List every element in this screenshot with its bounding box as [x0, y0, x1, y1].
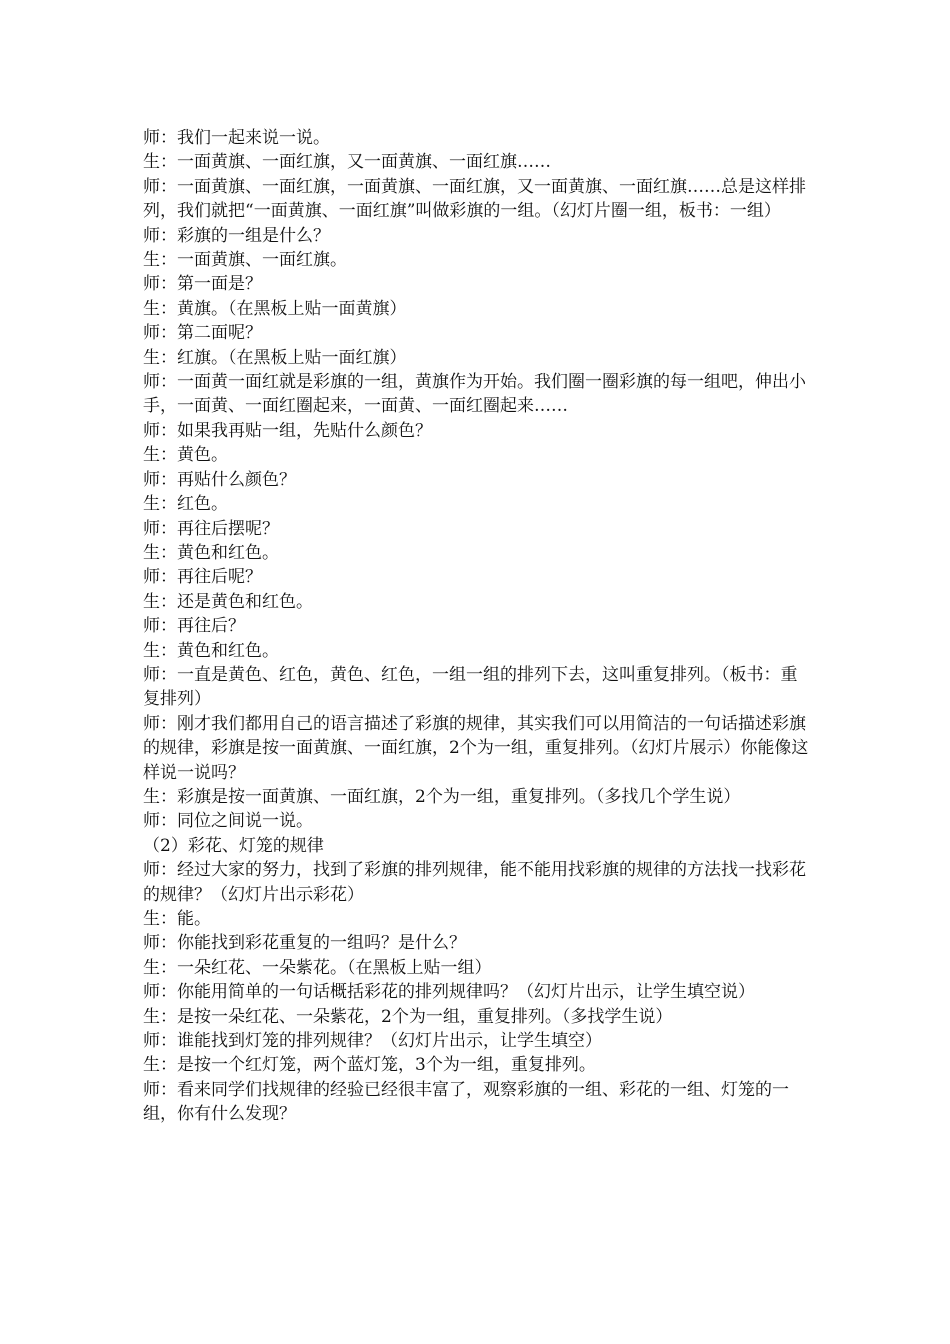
dialogue-line: 师：一面黄旗、一面红旗，一面黄旗、一面红旗，又一面黄旗、一面红旗……总是这样排列，我们就把“一面黄旗、一面红旗”叫做彩旗的一组。（幻灯片圈一组，板书：一组） — [143, 176, 806, 222]
dialogue-line: 师：第二面呢？ — [143, 323, 262, 344]
dialogue-line: 生：还是黄色和红色。 — [143, 591, 313, 612]
dialogue-line: 师：第一面是？ — [143, 274, 262, 295]
document-body — [143, 126, 811, 1127]
dialogue-line: 师：再往后摆呢？ — [143, 518, 279, 539]
dialogue-line: 师：你能用简单的一句话概括彩花的排列规律吗？（幻灯片出示，让学生填空说） — [143, 982, 755, 1003]
dialogue-line: 师：同位之间说一说。 — [143, 811, 313, 832]
dialogue-line: 师：刚才我们都用自己的语言描述了彩旗的规律，其实我们可以用简洁的一句话描述彩旗的规律，彩旗是按一面黄旗、一面红旗，2个为一组，重复排列。（幻灯片展示）你能像这样说一说吗？ — [143, 713, 809, 783]
dialogue-line: 师：彩旗的一组是什么？ — [143, 225, 330, 246]
dialogue-line: 生：黄色。 — [143, 445, 228, 466]
dialogue-line: 生：是按一朵红花、一朵紫花，2个为一组，重复排列。（多找学生说） — [143, 1006, 673, 1027]
dialogue-line: 师：一面黄一面红就是彩旗的一组，黄旗作为开始。我们圈一圈彩旗的每一组吧，伸出小手，一面黄、一面红圈起来，一面黄、一面红圈起来…… — [143, 372, 806, 417]
dialogue-line: 师：我们一起来说一说。 — [143, 128, 330, 148]
dialogue-line: 师：再往后呢？ — [143, 567, 262, 588]
dialogue-line: 师：如果我再贴一组，先贴什么颜色？ — [143, 420, 432, 441]
dialogue-line: 师：再贴什么颜色？ — [143, 469, 296, 490]
dialogue-line: 师：你能找到彩花重复的一组吗？是什么？ — [143, 933, 466, 954]
dialogue-line: 师：看来同学们找规律的经验已经很丰富了，观察彩旗的一组、彩花的一组、灯笼的一组，你有什么发现？ — [143, 1079, 789, 1125]
dialogue-line: 生：一面黄旗、一面红旗，又一面黄旗、一面红旗…… — [143, 152, 551, 173]
dialogue-line: 师：经过大家的努力，找到了彩旗的排列规律，能不能用找彩旗的规律的方法找一找彩花的规律？（幻灯片出示彩花） — [143, 860, 806, 905]
dialogue-line: 生：黄旗。（在黑板上贴一面黄旗） — [143, 298, 407, 319]
dialogue-line: 生：能。 — [143, 909, 211, 929]
dialogue-line: 生：红旗。（在黑板上贴一面红旗） — [143, 347, 407, 368]
dialogue-line: 师：再往后？ — [143, 616, 245, 637]
dialogue-line: 生：彩旗是按一面黄旗、一面红旗，2个为一组，重复排列。（多找几个学生说） — [143, 786, 741, 807]
section-heading: （2）彩花、灯笼的规律 — [143, 835, 324, 856]
dialogue-line: 生：是按一个红灯笼，两个蓝灯笼，3个为一组，重复排列。 — [143, 1055, 596, 1076]
dialogue-line: 师：谁能找到灯笼的排列规律？（幻灯片出示，让学生填空） — [143, 1031, 602, 1052]
dialogue-line: 生：黄色和红色。 — [143, 640, 279, 661]
dialogue-line: 生：一面黄旗、一面红旗。 — [143, 250, 347, 271]
dialogue-line: 师：一直是黄色、红色，黄色、红色，一组一组的排列下去，这叫重复排列。（板书：重复排列） — [143, 664, 798, 710]
dialogue-line: 生：一朵红花、一朵紫花。（在黑板上贴一组） — [143, 957, 492, 978]
dialogue-line: 生：红色。 — [143, 494, 228, 515]
dialogue-line: 生：黄色和红色。 — [143, 542, 279, 563]
